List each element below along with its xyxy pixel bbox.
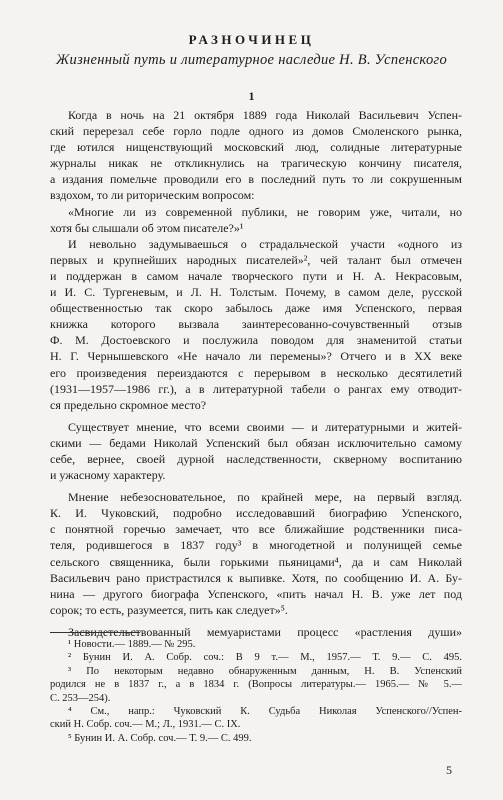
text-line: Существует мнение, что всеми своими — и литературными и житей- bbox=[68, 419, 462, 434]
text-line: вздохом, то ли риторическим вопросом: bbox=[50, 188, 255, 203]
text-line: ский перерезал себе горло подле одного из домов Смоленского рынка, bbox=[50, 124, 462, 139]
text-line: его произведения переиздаются с перерывом в несколько десятилетий bbox=[50, 365, 462, 380]
chapter-number: 1 bbox=[248, 89, 255, 103]
footnote-line: ¹ Новости.— 1889.— № 295. bbox=[68, 639, 196, 650]
text-line: Засвидетельствованный мемуаристами процесс «растления души» bbox=[68, 624, 462, 639]
text-line: ся предельно скромное место? bbox=[50, 397, 207, 412]
text-line: сорок; то есть, разумеется, пить как следует»⁵. bbox=[50, 602, 288, 617]
text-line: общественностью так скоро забылось даже имя Успенского, первая bbox=[50, 301, 462, 316]
footnote-line: родился не в 1837 г., а в 1834 г. (Вопросы литературы.— 1965.— № 5.— bbox=[50, 679, 462, 691]
footnote-line: ³ По некоторым недавно обнаруженным данным, Н. В. Успенский bbox=[68, 665, 462, 677]
text-line: Васильевич рано пристрастился к выпивке. Хотя, по сообщению И. А. Бу- bbox=[50, 570, 462, 585]
text-line: где ютился нищенствующий московский люд, солидные литературные bbox=[50, 140, 462, 155]
page-subtitle: Жизненный путь и литературное наследие Н. В. Успенского bbox=[55, 52, 448, 68]
text-line: Ф. М. Достоевского и послужила поводом для знаменитой статьи bbox=[50, 333, 462, 348]
footnote-line: С. 253—254). bbox=[50, 692, 111, 704]
page-number: 5 bbox=[446, 763, 452, 777]
text-line: и поддержан в самом начале творческого пути и Н. А. Некрасовым, bbox=[50, 268, 462, 283]
text-line: «Многие ли из современной публики, не говорим уже, читали, но bbox=[68, 204, 462, 219]
text-line: книжка которого вызвала заинтересованно-сочувственный отзыв bbox=[50, 317, 462, 332]
text-line: сельского священника, были горькими пьяницами⁴, да и сам Николай bbox=[50, 554, 462, 569]
text-line: И невольно задумываешься о страдальческой участи «одного из bbox=[68, 236, 462, 251]
text-line: теля, родившегося в 1837 году³ в многодетной и полунищей семье bbox=[50, 538, 462, 553]
footnotes bbox=[50, 638, 462, 745]
footnote-divider bbox=[50, 632, 140, 633]
text-line: хотя бы слышали об этом писателе?»¹ bbox=[50, 220, 244, 235]
text-line: с понятной горечью замечает, что все ближайшие родственники писа- bbox=[50, 522, 462, 537]
text-line: (1931—1957—1986 гг.), а в литературной табели о рангах ему отводит- bbox=[50, 381, 462, 396]
footnote-line: ⁵ Бунин И. А. Собр. соч.— Т. 9.— С. 499. bbox=[68, 732, 252, 744]
main-text bbox=[50, 107, 462, 640]
text-line: и И. С. Тургеневым, и Л. Н. Толстым. Почему, в самом деле, русской bbox=[50, 285, 462, 300]
text-line: К. И. Чуковский, подробно исследовавший биографию Успенского, bbox=[50, 506, 462, 521]
footnote-line: ский Н. Собр. соч.— М.; Л., 1931.— С. IX. bbox=[50, 719, 241, 731]
text-line: первых и крупнейших народных писателей»², чей талант был отмечен bbox=[50, 252, 462, 267]
text-line: и ужасному характеру. bbox=[50, 468, 166, 483]
text-line: Мнение небезосновательное, по крайней мере, на первый взгляд. bbox=[68, 490, 462, 505]
footnote-line: ² Бунин И. А. Собр. соч.: В 9 т.— М., 1957.— Т. 9.— С. 495. bbox=[68, 652, 462, 664]
text-line: а издания помельче проводили его в последний путь то ли сокрушенным bbox=[50, 172, 462, 187]
text-line: журналы никак не откликнулись на трагическую кончину писателя, bbox=[50, 156, 462, 171]
text-line: нина — другого биографа Успенского, «пить начал Н. В. уже лет под bbox=[50, 586, 462, 601]
page-title: РАЗНОЧИНЕЦ bbox=[188, 32, 315, 47]
footnote-line: ⁴ См., напр.: Чуковский К. Судьба Николая Успенского//Успен- bbox=[68, 705, 462, 717]
text-line: скими — бедами Николай Успенский был обязан исключительно самому bbox=[50, 435, 462, 450]
text-line: себе, вернее, своей дурной наследственности, скверному воспитанию bbox=[50, 451, 462, 466]
text-line: Н. Г. Чернышевского «Не начало ли перемены»? Отчего и в XX веке bbox=[50, 349, 462, 364]
text-line: Когда в ночь на 21 октября 1889 года Николай Васильевич Успен- bbox=[68, 108, 462, 122]
